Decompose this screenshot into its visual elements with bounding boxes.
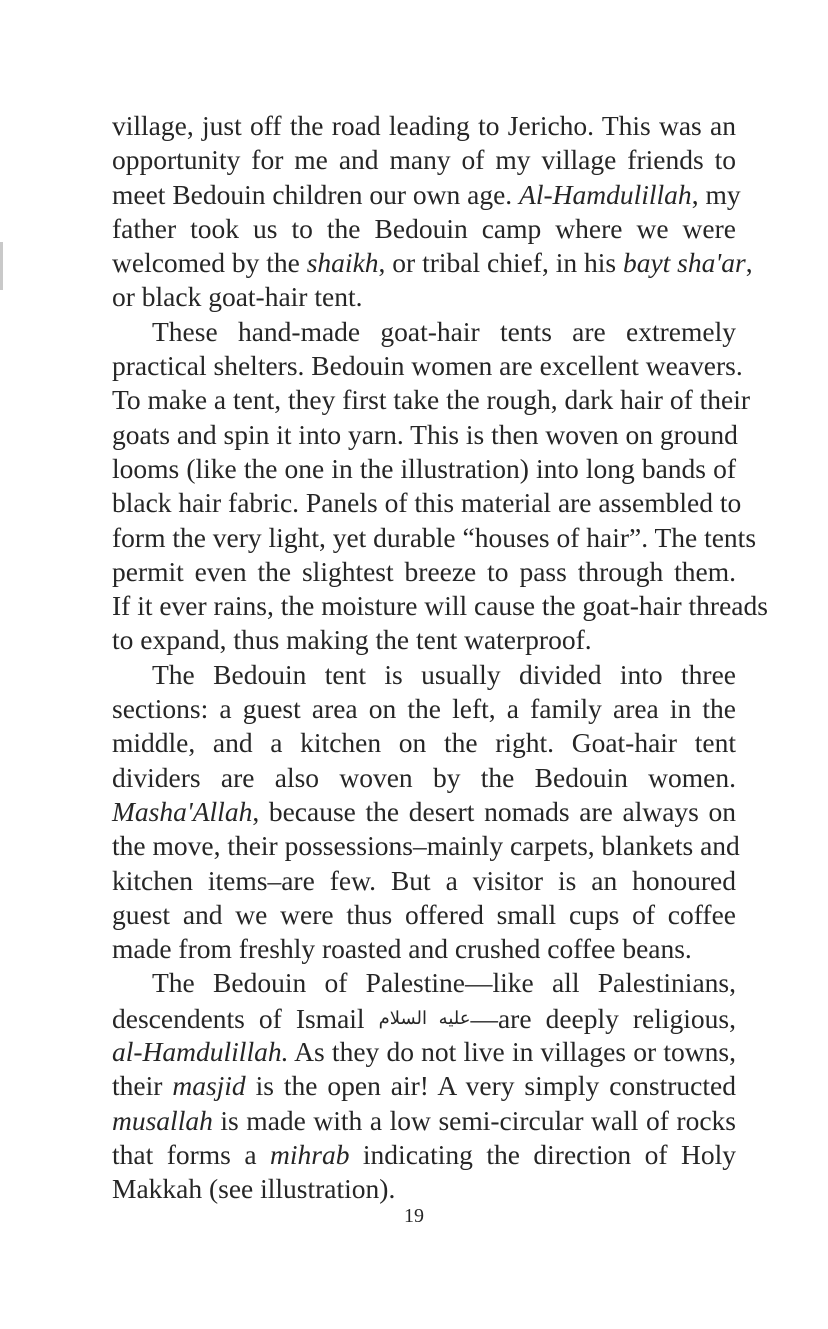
text-run: form the very light, yet durable “houses of hair”. The tents — [112, 521, 757, 553]
italic-term: masjid — [172, 1070, 246, 1102]
text-line — [112, 623, 736, 657]
text-line — [112, 212, 736, 246]
text-run: If it ever rains, the moisture will cause the goat-hair threads — [112, 590, 768, 622]
text-line — [112, 726, 736, 760]
text-line — [112, 1001, 736, 1035]
text-line — [112, 658, 736, 692]
paragraph — [112, 658, 740, 967]
text-line — [112, 1172, 736, 1206]
text-run: looms (like the one in the illustration) into long bands of — [112, 452, 736, 484]
paragraph — [112, 109, 753, 315]
text-run: The Bedouin tent is usually divided into three — [152, 658, 736, 690]
italic-term: bayt sha'ar — [622, 247, 746, 279]
text-run: is made with a low semi-circular wall of rocks — [212, 1104, 736, 1136]
italic-term: al-Hamdulillah. — [112, 1036, 289, 1068]
text-run: or black goat-hair tent. — [112, 281, 363, 313]
text-run: their — [112, 1070, 173, 1102]
text-line — [112, 932, 736, 966]
text-run: dividers are also woven by the Bedouin women. — [112, 761, 736, 793]
text-run: As they do not live in villages or towns, — [288, 1036, 736, 1068]
text-run: , my — [691, 178, 741, 210]
alayhis-salam-glyph: عليه السلام — [378, 1007, 471, 1028]
text-line — [112, 898, 736, 932]
text-line — [112, 795, 736, 829]
paragraph — [112, 315, 768, 658]
text-run: To make a tent, they first take the rough, dark hair of their — [112, 384, 750, 416]
text-line — [112, 452, 736, 486]
text-run: father took us to the Bedouin camp where we were — [112, 212, 736, 244]
text-run: , because the desert nomads are always on — [252, 795, 736, 827]
text-run: meet Bedouin children our own age. — [112, 178, 520, 210]
text-run: village, just off the road leading to Jericho. This was an — [112, 110, 736, 141]
text-run: guest and we were thus offered small cups of coffee — [112, 898, 736, 930]
text-line — [112, 864, 736, 898]
paragraph — [112, 966, 736, 1206]
text-run: made from freshly roasted and crushed coffee beans. — [112, 933, 692, 965]
text-run: is the open air! A very simply constructed — [245, 1070, 736, 1102]
text-line — [112, 143, 736, 177]
text-line — [112, 280, 736, 314]
text-line — [112, 1104, 736, 1138]
scan-edge-mark — [0, 242, 3, 290]
text-run: welcomed by the — [112, 247, 307, 279]
text-run: kitchen items–are few. But a visitor is an honoured — [112, 864, 736, 896]
text-line — [112, 761, 736, 795]
text-line — [112, 246, 753, 280]
text-run: permit even the slightest breeze to pass through them. — [112, 555, 736, 587]
text-run: black hair fabric. Panels of this material are assembled to — [112, 487, 742, 519]
italic-term: musallah — [112, 1104, 213, 1136]
text-line — [112, 418, 736, 452]
text-run: , — [745, 247, 753, 279]
text-line — [112, 178, 741, 212]
text-line — [112, 829, 740, 863]
text-run: —are deeply religious, — [470, 1002, 737, 1034]
text-run: middle, and a kitchen on the right. Goat-hair tent — [112, 727, 736, 759]
text-line — [112, 692, 736, 726]
text-run: to expand, thus making the tent waterproof. — [112, 624, 592, 656]
text-run: descendents of Ismail — [112, 1002, 379, 1034]
text-run: goats and spin it into yarn. This is then woven on ground — [112, 418, 738, 450]
text-line — [112, 555, 736, 589]
italic-term: Al-Hamdulillah — [519, 178, 692, 210]
text-run: , or tribal chief, in his — [378, 247, 623, 279]
italic-term: shaikh — [306, 247, 379, 279]
text-line — [112, 486, 742, 520]
body-text — [112, 109, 768, 1207]
page-number: 19 — [404, 1205, 424, 1227]
text-line — [112, 1035, 736, 1069]
text-line — [112, 383, 750, 417]
text-run: These hand-made goat-hair tents are extremely — [152, 315, 736, 347]
text-line — [112, 521, 757, 555]
text-run: the move, their possessions–mainly carpets, blankets and — [112, 830, 740, 862]
text-line — [112, 109, 736, 143]
text-run: practical shelters. Bedouin women are excellent weavers. — [112, 350, 743, 382]
text-line — [112, 1138, 736, 1172]
text-line — [112, 349, 743, 383]
text-line — [112, 1069, 736, 1103]
text-run: that forms a — [112, 1138, 270, 1170]
text-run: The Bedouin of Palestine—like all Palestinians, — [152, 967, 736, 999]
text-run: indicating the direction of Holy — [349, 1138, 736, 1170]
text-run: opportunity for me and many of my village friends to — [112, 144, 736, 176]
italic-term: mihrab — [270, 1138, 350, 1170]
text-line — [112, 315, 736, 349]
text-line — [112, 966, 736, 1000]
text-run: Makkah (see illustration). — [112, 1173, 396, 1205]
italic-term: Masha'Allah — [112, 795, 253, 827]
text-run: sections: a guest area on the left, a family area in the — [112, 693, 736, 725]
text-line — [112, 589, 768, 623]
